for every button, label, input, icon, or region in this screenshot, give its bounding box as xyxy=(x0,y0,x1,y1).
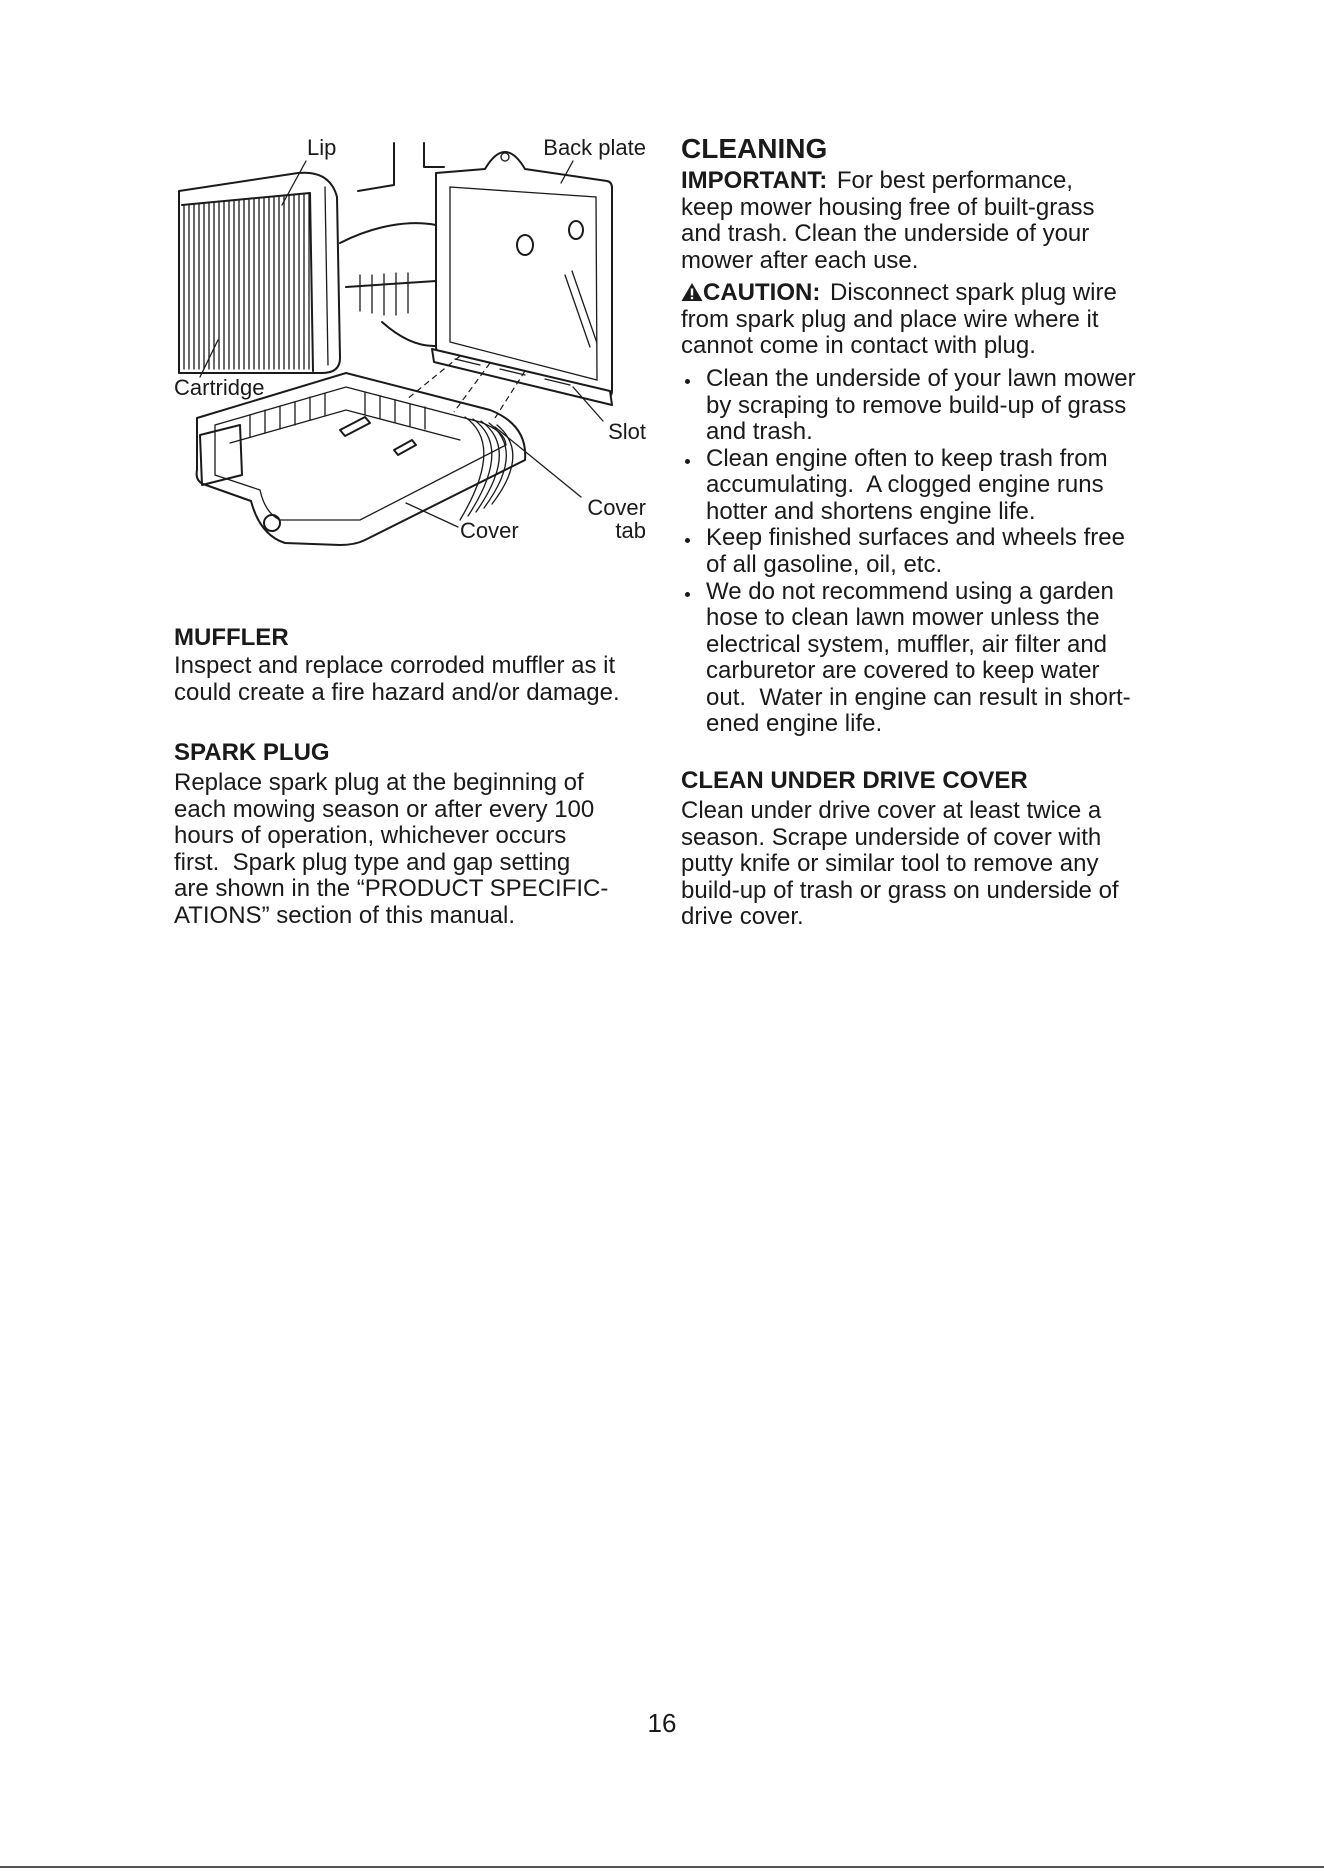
label-cartridge: Cartridge xyxy=(174,375,265,400)
page-number: 16 xyxy=(647,1708,677,1738)
bullet-text: We do not recommend using a garden hose to clean lawn mower unless the electrical system, muffler, air filter and carburetor are covered to keep water out. Water in engine can result in short- ened engine life. xyxy=(706,577,1131,737)
back-plate-part xyxy=(432,152,612,405)
bullet-text: Keep finished surfaces and wheels free of all gasoline, oil, etc. xyxy=(706,524,1125,578)
bullet-text: Clean the underside of your lawn mower by scraping to remove build-up of grass and trash. xyxy=(706,365,1136,445)
label-cover-tab-line1: Cover xyxy=(587,495,646,520)
warning-icon xyxy=(681,282,703,302)
bullet-item xyxy=(706,579,1131,738)
engine-outline xyxy=(340,143,444,346)
label-slot: Slot xyxy=(608,419,646,444)
bottom-rule xyxy=(0,1866,1324,1868)
label-cover: Cover xyxy=(460,518,519,543)
label-cover-tab-line2: tab xyxy=(615,518,646,543)
bullet-item xyxy=(706,366,1136,446)
air-filter-diagram xyxy=(160,125,660,565)
bullet-item xyxy=(706,525,1125,578)
drive-cover-text: Clean under drive cover at least twice a season. Scrape underside of cover with putty knife or similar tool to remove any build-up of trash or grass on underside of drive cover. xyxy=(681,797,1119,930)
bullet-item xyxy=(706,446,1108,526)
section-heading-clean-under-drive-cover: CLEAN UNDER DRIVE COVER xyxy=(681,767,1028,794)
cartridge-part xyxy=(179,173,340,373)
section-heading-cleaning: CLEANING xyxy=(681,133,828,164)
spark-plug-text: Replace spark plug at the beginning of each mowing season or after every 100 hours of operation, whichever occurs first. Spark plug type and gap setting are shown in the “PRODUCT SPECIFIC- ATIONS” section of this manual. xyxy=(174,769,609,929)
muffler-text: Inspect and replace corroded muffler as it could create a fire hazard and/or damage. xyxy=(174,652,620,706)
section-heading-muffler: MUFFLER xyxy=(174,624,289,651)
important-note xyxy=(681,168,1095,274)
important-label: IMPORTANT: xyxy=(681,167,828,194)
section-heading-spark-plug: SPARK PLUG xyxy=(174,739,330,766)
important-text: For best performance, keep mower housing free of built-grass and trash. Clean the underside of your mower after each use. xyxy=(681,167,1095,274)
caution-note xyxy=(681,280,1117,360)
bullet-dot xyxy=(685,592,690,597)
bullet-dot xyxy=(685,538,690,543)
bullet-dot xyxy=(685,379,690,384)
caution-text: Disconnect spark plug wire from spark plug and place wire where it cannot come in contact with plug. xyxy=(681,279,1117,359)
bullet-text: Clean engine often to keep trash from accumulating. A clogged engine runs hotter and shortens engine life. xyxy=(706,444,1108,525)
label-lip: Lip xyxy=(307,135,337,160)
label-back-plate: Back plate xyxy=(543,135,646,160)
bullet-dot xyxy=(685,459,690,464)
caution-label: CAUTION: xyxy=(703,279,821,306)
